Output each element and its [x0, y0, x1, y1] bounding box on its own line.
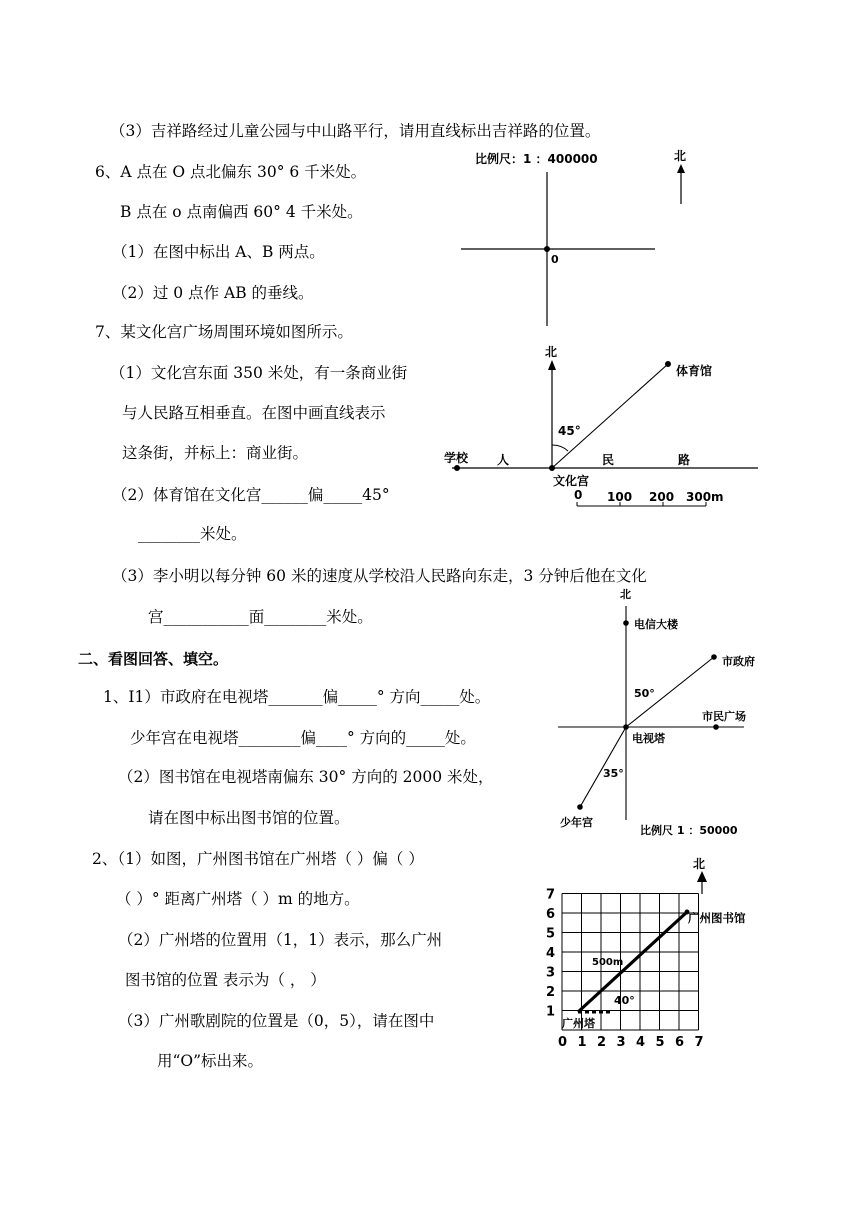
text-line: （2）广州塔的位置用（1，1）表示，那么广州 [118, 931, 443, 949]
north-label: 北 [693, 857, 706, 871]
angle-label: 35° [603, 767, 624, 780]
scale-label: 比例尺：1 ：400000 [475, 152, 598, 166]
x-tick-label: 3 [616, 1035, 626, 1050]
section-heading: 二、看图回答、填空。 [78, 650, 229, 668]
gym-label: 体育馆 [676, 364, 713, 378]
scale-tick-label: 300m [686, 490, 724, 504]
north-label: 北 [620, 588, 631, 601]
figure-6-diagram [455, 140, 695, 332]
square-point [713, 724, 719, 730]
origin-label: 0 [551, 253, 559, 266]
north-arrow-icon [548, 360, 556, 370]
text-line: 用“O”标出来。 [157, 1052, 264, 1070]
question-6: 6、A 点在 O 点北偏东 30° 6 千米处。 [95, 163, 367, 181]
tower-label: 广州塔 [562, 1017, 595, 1030]
school-point [454, 465, 460, 471]
y-tick-label: 7 [546, 887, 556, 903]
x-tick-label: 6 [675, 1035, 685, 1050]
tv-tower-map [556, 586, 756, 838]
library-label: 广州图书馆 [688, 911, 746, 925]
x-tick-label: 0 [558, 1035, 568, 1050]
square-label: 市民广场 [702, 710, 746, 723]
guangzhou-grid [532, 850, 772, 1060]
x-tick-label: 4 [636, 1035, 646, 1050]
text-line: （3）吉祥路经过儿童公园与中山路平行，请用直线标出吉祥路的位置。 [110, 122, 601, 140]
north-label: 北 [545, 345, 558, 359]
palace-label: 文化宫 [553, 474, 590, 488]
text-line: ________米处。 [138, 525, 247, 543]
school-label: 学校 [444, 451, 469, 465]
angle-label: 45° [558, 424, 581, 438]
road-label-2: 民 [602, 453, 615, 467]
question-2: 2、（1）如图，广州图书馆在广州塔（ ）偏（ ） [92, 850, 424, 868]
y-tick-label: 1 [546, 1004, 556, 1020]
x-tick-label: 1 [577, 1035, 587, 1050]
text-line: （3）广州歌剧院的位置是（0，5），请在图中 [118, 1012, 435, 1030]
angle-label: 40° [614, 994, 635, 1007]
y-tick-label: 2 [546, 985, 556, 1000]
telecom-label: 电信大楼 [634, 618, 678, 631]
text-line: （2）体育馆在文化宫______偏_____45° [112, 486, 390, 504]
scale-tick-label: 100 [607, 490, 633, 504]
text-line: 与人民路互相垂直。在图中画直线表示 [122, 404, 386, 422]
scale-label: 比例尺 1 ：50000 [640, 824, 738, 837]
y-tick-label: 3 [546, 965, 556, 981]
scale-tick-label: 200 [649, 490, 675, 504]
telecom-point [623, 620, 629, 626]
text-line: （1）在图中标出 A、B 两点。 [112, 243, 325, 261]
angle-label: 50° [634, 687, 655, 700]
text-line: （2）过 0 点作 AB 的垂线。 [112, 284, 314, 302]
north-arrow-icon [677, 164, 685, 173]
tower-label: 电视塔 [632, 732, 665, 745]
text-line: （1）文化宫东面 350 米处，有一条商业街 [110, 364, 408, 382]
angle-arc [552, 445, 568, 451]
text-line: （3）李小明以每分钟 60 米的速度从学校沿人民路向东走，3 分钟后他在文化 [112, 567, 647, 585]
x-axis-ticks [558, 1035, 704, 1050]
text-line: （2）图书馆在电视塔南偏东 30° 方向的 2000 米处， [118, 768, 494, 786]
text-line: （ ）° 距离广州塔（ ）m 的地方。 [116, 890, 360, 908]
x-tick-label: 2 [597, 1035, 607, 1050]
text-line: 少年宫在电视塔________偏____° 方向的_____处。 [130, 729, 476, 747]
gov-point [711, 654, 717, 660]
question-7: 7、某文化宫广场周围环境如图所示。 [95, 323, 353, 341]
north-label: 北 [674, 149, 687, 163]
youth-point [577, 804, 583, 810]
gov-label: 市政府 [722, 655, 755, 668]
y-axis-ticks [546, 888, 555, 1020]
road-label-3: 路 [678, 453, 691, 467]
x-tick-label: 5 [655, 1035, 665, 1050]
y-tick-label: 5 [546, 926, 556, 942]
text-line: 请在图中标出图书馆的位置。 [148, 809, 350, 827]
question-1: 1、I1）市政府在电视塔_______偏_____° 方向_____处。 [103, 688, 491, 706]
road-label-1: 人 [497, 453, 510, 467]
scale-tick-label: 0 [574, 488, 583, 502]
youth-label: 少年宫 [560, 816, 593, 829]
origin-point [544, 246, 550, 252]
x-tick-label: 7 [694, 1035, 704, 1050]
text-line: B 点在 o 点南偏西 60° 4 千米处。 [120, 203, 363, 221]
text-line: 这条街，并标上：商业街。 [122, 444, 309, 462]
text-line: 宫___________面________米处。 [148, 608, 373, 626]
y-tick-label: 4 [546, 946, 556, 961]
text-line: 图书馆的位置 表示为（ ， ） [125, 971, 326, 989]
north-arrow-icon [697, 871, 707, 882]
gym-point [665, 361, 671, 367]
distance-label: 500m [592, 957, 624, 968]
figure-7-map [440, 340, 770, 510]
y-tick-label: 6 [546, 907, 556, 922]
